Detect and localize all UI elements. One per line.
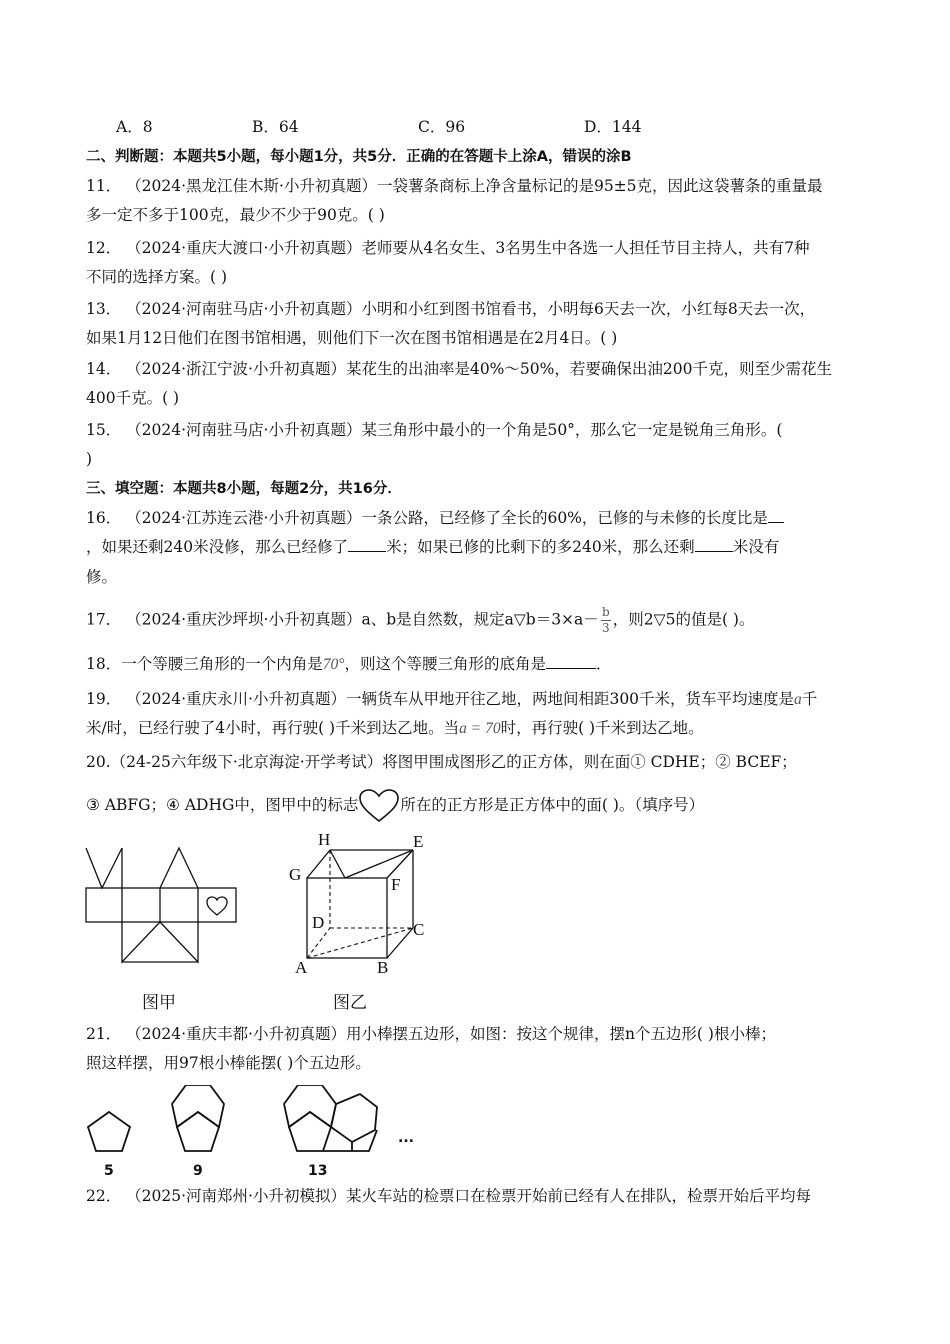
q20-line2: [86, 789, 704, 823]
q17-denominator: 3: [601, 621, 610, 635]
option-b[interactable]: B．64: [252, 118, 299, 136]
q19-line1: [86, 688, 817, 711]
q19-var-a: a: [794, 691, 802, 708]
caption-figure-b: 图乙: [333, 993, 367, 1013]
q16-line2: [86, 536, 779, 558]
vertex-c: C: [413, 920, 425, 939]
q16-text2c: 米没有: [732, 538, 780, 556]
q20-line1: 20.（24-25六年级下·北京海淀·开学考试）将图甲围成图形乙的正方体，则在面① CDHE；② BCEF；: [86, 753, 797, 771]
q18-angle: 70°: [322, 656, 345, 673]
q15-line1: 15． （2024·河南驻马店·小升初真题）某三角形中最小的一个角是50°，那么它一定是锐角三角形。(: [86, 421, 783, 439]
q20-text2: ③ ABFG；④ ADHG中，图甲中的标志: [86, 796, 359, 814]
pentagon-count-2: 9: [193, 1163, 203, 1179]
heart-icon: [358, 789, 400, 823]
q18-blank[interactable]: [546, 653, 596, 669]
vertex-g: G: [289, 865, 302, 884]
q12-line2: 不同的选择方案。( ): [86, 268, 228, 286]
q16-text2a: ，如果还剩240米没修，那么已经修了: [86, 538, 349, 556]
figure-pentagons: [80, 1085, 440, 1180]
q19-text1: 19． （2024·重庆永川·小升初真题）一辆货车从甲地开往乙地，两地间相距300千米，货车平均速度是: [86, 690, 795, 708]
vertex-a: A: [295, 958, 308, 977]
q20-text2b: 所在的正方形是正方体中的面( )。（填序号）: [400, 796, 705, 814]
q18-end: ．: [595, 655, 612, 673]
q18-text2: ，则这个等腰三角形的底角是: [344, 655, 546, 673]
q18-text: 18．一个等腰三角形的一个内角是: [86, 655, 323, 673]
q16-text2b: 米；如果已修的比剩下的多240米，那么还剩: [386, 538, 695, 556]
q16-blank1[interactable]: [768, 507, 784, 523]
vertex-d: D: [312, 913, 325, 932]
q21-line2: 照这样摆，用97根小棒能摆( )个五边形。: [86, 1054, 371, 1072]
vertex-b: B: [377, 958, 389, 977]
section-heading-judgement: 二、判断题：本题共5小题，每小题1分，共5分．正确的在答题卡上涂A，错误的涂B: [86, 149, 632, 165]
option-a[interactable]: A．8: [116, 118, 153, 136]
q19-text2: 米/时，已经行驶了4小时，再行驶( )千米到达乙地。当: [86, 719, 460, 737]
q16-line3: 修。: [86, 568, 118, 586]
figure-cube: [285, 828, 435, 978]
q17-text: 17． （2024·重庆沙坪坝·小升初真题）a、b是自然数，规定a▽b＝3×a－: [86, 610, 599, 629]
option-d[interactable]: D．144: [584, 118, 642, 136]
q16-text1: 16． （2024·江苏连云港·小升初真题）一条公路，已经修了全长的60%，已修的与未修的长度比是: [86, 509, 768, 527]
q13-line2: 如果1月12日他们在图书馆相遇，则他们下一次在图书馆相遇是在2月4日。( ): [86, 329, 618, 347]
pentagon-count-1: 5: [104, 1163, 114, 1179]
q15-line2: ): [86, 450, 93, 468]
q17-line: [86, 606, 754, 635]
q12-line1: 12． （2024·重庆大渡口·小升初真题）老师要从4名女生、3名男生中各选一人担任节目主持人，共有7种: [86, 239, 810, 257]
q13-line1: 13． （2024·河南驻马店·小升初真题）小明和小红到图书馆看书，小明每6天去一次，小红每8天去一次，: [86, 300, 816, 318]
net-heart-icon: [207, 897, 227, 915]
ellipsis: ...: [398, 1130, 414, 1146]
q17-text-end: ，则2▽5的值是( )。: [612, 610, 755, 629]
q22-line1: 22． （2025·河南郑州·小升初模拟）某火车站的检票口在检票开始前已经有人在排队，检票开始后平均每: [86, 1187, 811, 1205]
q19-text1b: 千: [801, 690, 818, 708]
vertex-e: E: [413, 832, 424, 851]
q14-line2: 400千克。( ): [86, 389, 180, 407]
q19-text2b: 时，再行驶( )千米到达乙地。: [500, 719, 704, 737]
q19-equation: a = 70: [459, 720, 501, 737]
q21-line1: 21． （2024·重庆丰都·小升初真题）用小棒摆五边形，如图：按这个规律，摆n个五边形( )根小棒；: [86, 1025, 776, 1043]
caption-figure-a: 图甲: [142, 993, 176, 1013]
q16-line1: [86, 507, 784, 529]
vertex-h: H: [318, 830, 331, 849]
q19-line2: [86, 717, 704, 740]
q16-blank3[interactable]: [695, 536, 733, 552]
section-heading-fill: 三、填空题：本题共8小题，每题2分，共16分．: [86, 481, 402, 497]
q18-line: [86, 653, 611, 676]
option-c[interactable]: C．96: [418, 118, 466, 136]
q17-numerator: b: [601, 605, 610, 619]
q17-fraction: [601, 606, 611, 635]
q14-line1: 14． （2024·浙江宁波·小升初真题）某花生的出油率是40%～50%，若要确保出油200千克，则至少需花生: [86, 360, 832, 378]
vertex-f: F: [391, 875, 401, 894]
pentagon-count-3: 13: [308, 1163, 328, 1179]
q16-blank2[interactable]: [348, 536, 386, 552]
q11-line2: 多一定不多于100克，最少不少于90克。( ): [86, 206, 385, 224]
figure-net: [80, 840, 250, 970]
q11-line1: 11． （2024·黑龙江佳木斯·小升初真题）一袋薯条商标上净含量标记的是95±5克，因此这袋薯条的重量最: [86, 177, 823, 195]
